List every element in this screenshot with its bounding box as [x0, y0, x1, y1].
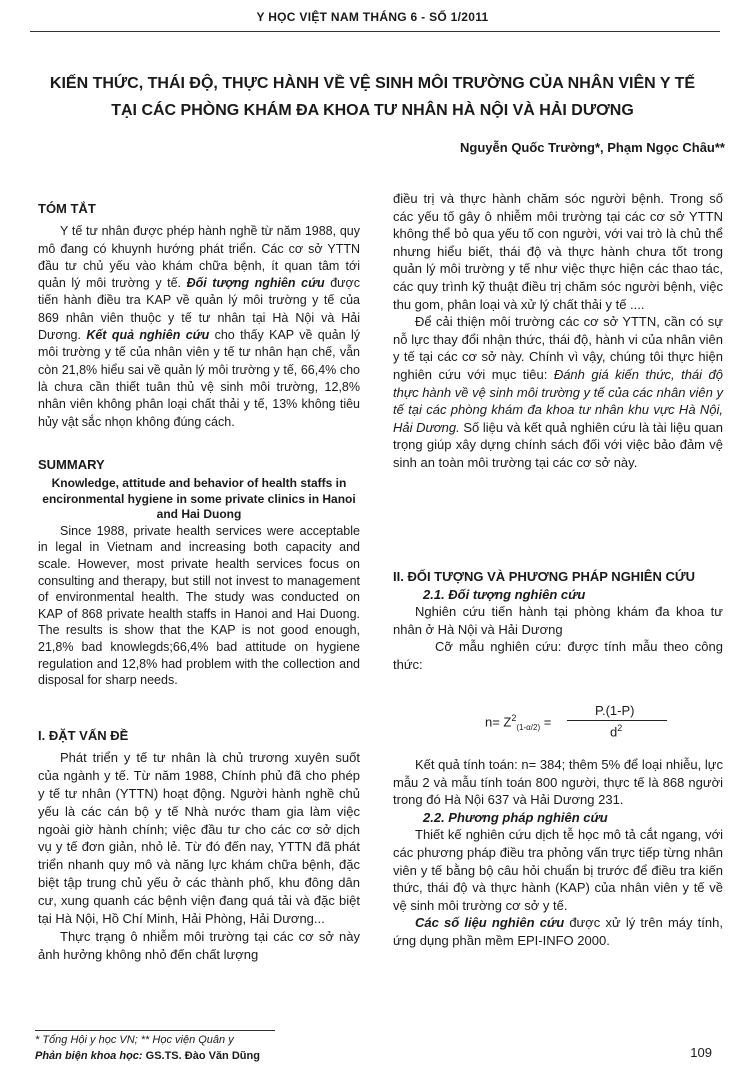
intro-block	[38, 727, 360, 964]
subsection-2-1-text: Nghiên cứu tiến hành tại phòng khám đa khoa tư nhân ở Hà Nội và Hải Dương	[393, 604, 723, 637]
summary-heading: SUMMARY	[38, 457, 105, 472]
data-processing	[393, 914, 723, 949]
abstract-results-label: Kết quả nghiên cứu	[86, 328, 210, 343]
sample-size-text: Cỡ mẫu nghiên cứu: được tính mẫu theo công thức:	[393, 639, 723, 672]
subsection-2-2: 2.2. Phương pháp nghiên cứu	[423, 809, 608, 825]
footnote-rule	[35, 1030, 275, 1031]
section1-p2: Thực trạng ô nhiễm môi trường tại các cơ sở này ảnh hưởng không nhỏ đến chất lượng	[38, 928, 360, 962]
subsection-2-1: 2.1. Đối tượng nghiên cứu	[423, 586, 586, 602]
summary-block	[38, 456, 360, 689]
summary-text: Since 1988, private health services were acceptable in legal in Vietnam and increasing both capacity and scale. However, most private health services focus on consulting and therapy, but still not invest to management of environmental health. The study was conducted on KAP of 868 private health staffs in Hanoi and Hai Duong. The results is show that the KAP is not good enough, 21,8% bad knowlegds;66,4% bad attitude on hygiene regulation and 12,8% had problem with the collection and disposal for sharp needs.	[38, 523, 360, 688]
abstract-p1: Y tế tư nhân được phép hành nghề từ năm 1988, quy mô đang có khuynh hướng phát triển. Các cơ sở YTTN đầu tư chủ yếu vào khám chữa bệnh, ít quan tâm tới quản lý môi trường y tế.	[38, 224, 360, 291]
subsection-2-2-text: Thiết kế nghiên cứu dịch tễ học mô tả cắt ngang, với các phương pháp điều tra phỏng vấn trực tiếp từng nhân viên y tế bằng bộ câu hỏi chuẩn bị trước để điều tra kiến thức, thái độ và thực hành (KAP) của nhân viên y tế về vệ sinh môi trường cơ sở y tế.	[393, 827, 723, 913]
header-rule	[30, 31, 720, 32]
title-line-2: TẠI CÁC PHÒNG KHÁM ĐA KHOA TƯ NHÂN HÀ NỘI VÀ HẢI DƯƠNG	[111, 102, 634, 119]
abstract-text	[38, 223, 360, 431]
formula-numerator: P.(1-P)	[595, 703, 635, 718]
footnote-affiliations: * Tổng Hội y học VN; ** Học viện Quân y	[35, 1034, 234, 1046]
right-column-top	[393, 190, 723, 472]
page-number: 109	[690, 1045, 712, 1060]
data-processing-text: được xử lý trên máy tính, ứng dụng phần mềm EPI-INFO 2000.	[393, 915, 723, 948]
title-line-1: KIẾN THỨC, THÁI ĐỘ, THỰC HÀNH VỀ VỆ SINH MÔI TRƯỜNG CỦA NHÂN VIÊN Y TẾ	[49, 75, 696, 92]
formula-left: $n= Z^2_{(1-\alpha/2)}$ =	[485, 713, 552, 732]
section1-objective: Đánh giá kiến thức, thái độ thực hành về vệ sinh môi trường y tế của các nhân viên y tế tại các phòng khám đa khoa tư nhân khu vực Hà Nội, Hải Dương.	[393, 366, 724, 435]
formula-denominator: $d^2$	[610, 723, 623, 740]
section1-heading: I. ĐẶT VẤN ĐỀ	[38, 728, 129, 743]
abstract-heading: TÓM TẮT	[38, 201, 96, 216]
sample-size-formula	[485, 703, 715, 743]
methods-block	[393, 568, 723, 674]
data-processing-label: Các số liệu nghiên cứu	[415, 915, 565, 931]
section1-p3b: Số liệu và kết quả nghiên cứu là tài liệu quan trọng giúp xây dựng chính sách đối với việc bảo đảm vệ sinh an toàn môi trường tại các cơ sở này.	[393, 419, 723, 470]
left-column	[38, 200, 360, 431]
article-title	[40, 70, 705, 124]
sample-result: Kết quả tính toán: n= 384; thêm 5% để loại nhiễu, lực mẫu 2 và mẫu tính toán 800 người, thực tế là 868 người trong đó Hà Nội 637 và Hải Dương 231.	[393, 757, 723, 808]
authors: Nguyễn Quốc Trường*, Phạm Ngọc Châu**	[460, 140, 725, 155]
abstract-objective-label: Đối tượng nghiên cứu	[186, 276, 325, 291]
abstract-p2: được tiến hành điều tra KAP về quản lý môi trường y tế của 869 nhân viên thuộc y tế tư nhân tại Hà Nội và Hải Dương.	[38, 276, 360, 343]
section1-p3a: Để cải thiện môi trường các cơ sở YTTN, cần có sự nỗ lực thay đổi nhận thức, thái độ, hành vi của nhân viên y tế tại các cơ sở này. Chính vì vậy, chúng tôi thực hiện nghiên cứu với mục tiêu:	[393, 314, 723, 382]
section1-p1: Phát triển y tế tư nhân là chủ trương xuyên suốt của ngành y tế. Từ năm 1988, Chính phủ đã cho phép y tế tư nhân (YTTN) hoạt động. Người hành nghề chủ yếu là các cán bộ y tế Nhà nước tham gia làm việc ngoài giờ hành chính; việc đầu tư cho các cơ sở dịch vụ y tế đơn giản, nhỏ lẻ. Từ đó đến nay, YTTN đã phát triển nhanh quy mô và năng lực khám chữa bệnh, đặc biệt tập trung chủ yếu ở các thành phố, khu đông dân cư, xung quanh các bệnh viện đang quá tải và đặc biệt tại Hà Nội, Hồ Chí Minh, Hải Phòng, Hải Dương...	[38, 749, 360, 927]
section2-heading: II. ĐỐI TƯỢNG VÀ PHƯƠNG PHÁP NGHIÊN CỨU	[393, 569, 696, 584]
section1-p2-cont: điều trị và thực hành chăm sóc người bệnh. Trong số các yếu tố gây ô nhiễm môi trường tại các cơ sở YTTN không thể bỏ qua yếu tố con người, với vai trò là chủ thể nhưng hiểu biết, thái độ và thực hành chưa tốt trong quản lý môi trường y tế như việc thực hiện các thao tác, các quy trình kỹ thuật điều trị chăm sóc người bệnh, việc thu gom, phân loại và xử lý chất thải y tế ....	[393, 191, 723, 312]
fraction-bar	[567, 720, 667, 721]
footnote-reviewer: Phản biện khoa học: GS.TS. Đào Văn Dũng	[35, 1050, 260, 1062]
methods-block-2	[393, 756, 723, 950]
journal-header: Y HỌC VIỆT NAM THÁNG 6 - SỐ 1/2011	[256, 10, 489, 24]
summary-subtitle: Knowledge, attitude and behavior of health staffs in encironmental hygiene in some private clinics in Hanoi and Hai Duong	[42, 476, 356, 522]
section1-p3	[393, 313, 723, 471]
abstract-p3: cho thấy KAP về quản lý môi trường y tế của nhân viên y tế tư nhân hạn chế, vẫn còn 21,8% hiểu sai về quản lý môi trường y tế, 66,4% cho là chưa cần thiết tuân thủ vệ sinh môi trường, 12,8% nhân viên không phân loại chất thải y tế, 13% không tiêu hủy vật sắc nhọn không đúng cách.	[38, 328, 360, 429]
